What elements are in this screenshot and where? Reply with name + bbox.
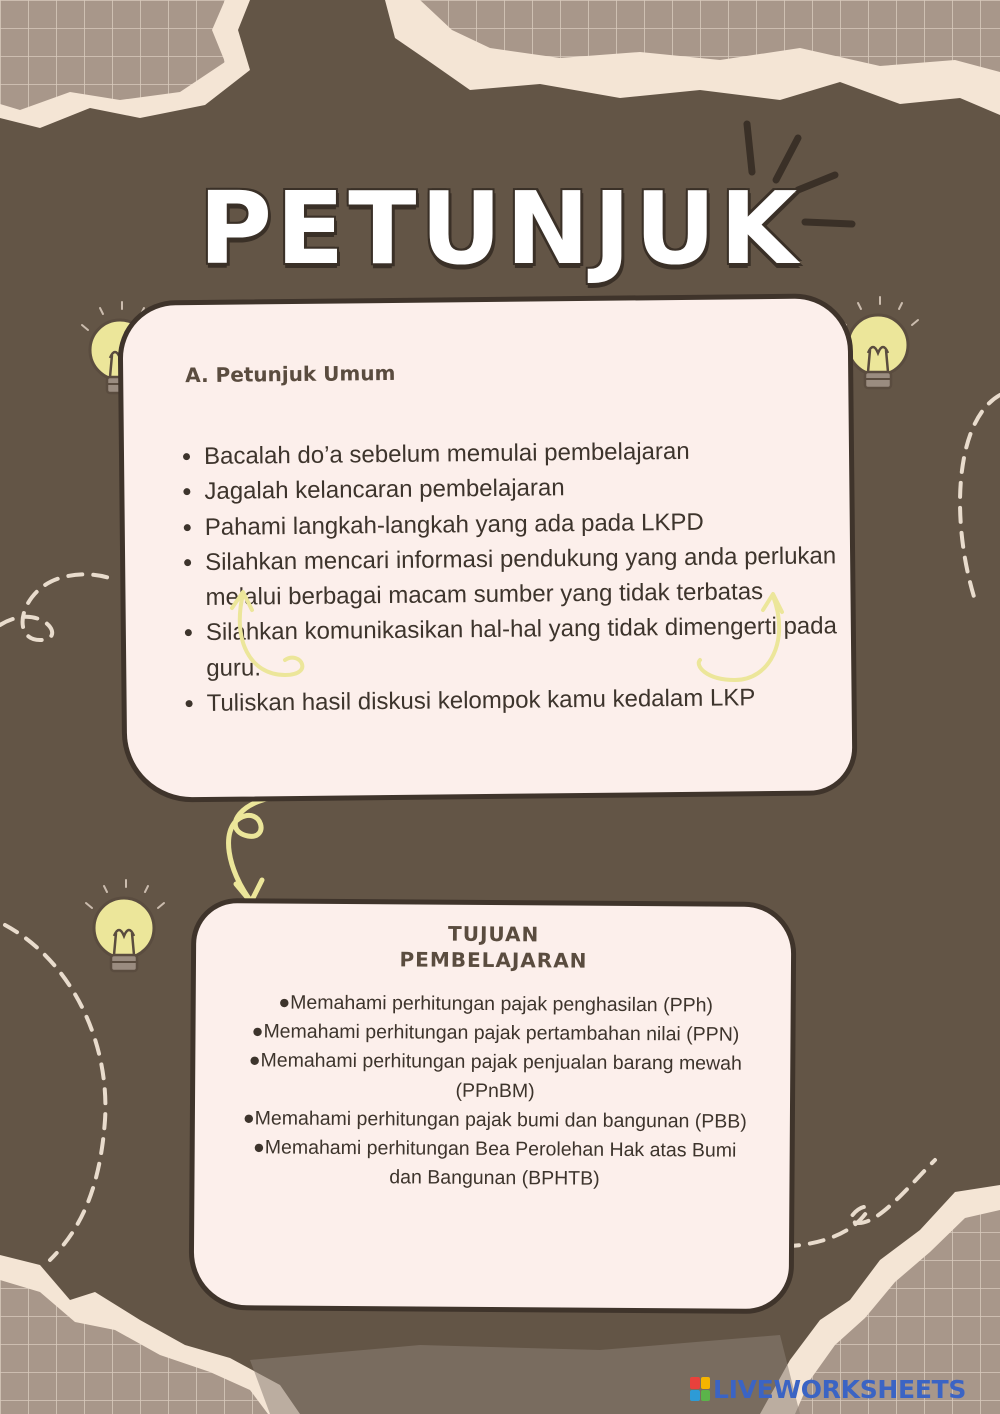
list-item: • Bacalah do’a sebelum memulai pembelajaran <box>204 432 844 474</box>
list-item: ●Memahami perhitungan pajak penghasilan (PPh) <box>278 991 714 1017</box>
learning-objectives-heading <box>196 919 791 975</box>
list-item: ●Memahami perhitungan pajak pertambahan nilai (PPN) <box>251 1020 740 1046</box>
curly-arrow-icon <box>229 796 290 902</box>
dashed-curve-left-loop <box>0 574 115 640</box>
dashed-curve-right <box>960 395 1000 600</box>
liveworksheets-logo-icon <box>690 1377 710 1401</box>
page-title: PETUNJUK <box>198 170 802 287</box>
list-item: ●Memahami perhitungan pajak penjualan barang mewah (PPnBM) <box>248 1049 742 1103</box>
lightbulb-icon-left-bottom <box>86 880 164 971</box>
torn-paper-top-left <box>0 0 250 128</box>
general-instructions-heading: A. Petunjuk Umum <box>185 360 396 388</box>
learning-objectives-card <box>189 898 797 1314</box>
list-item: ●Memahami perhitungan Bea Perolehan Hak atas Bumi dan Bangunan (BPHTB) <box>252 1136 737 1190</box>
list-item: • Pahami langkah-langkah yang ada pada LKPD <box>205 503 845 545</box>
list-item: • Silahkan komunikasikan hal-hal yang tidak dimengerti pada guru. <box>206 609 847 686</box>
list-item: • Jagalah kelancaran pembelajaran <box>204 468 844 510</box>
objectives-heading-line1: TUJUAN <box>448 921 540 947</box>
general-instructions-card <box>117 293 857 803</box>
dashed-curve-bottom-left <box>5 925 105 1260</box>
list-item: • Tuliskan hasil diskusi kelompok kamu kedalam LKP <box>206 679 846 721</box>
list-item: • Silahkan mencari informasi pendukung yang anda perlukan melalui berbagai macam sumber yang tidak terbatas <box>205 538 846 615</box>
objectives-heading-line2: PEMBELAJARAN <box>399 947 588 973</box>
general-instructions-list <box>176 432 847 721</box>
liveworksheets-watermark <box>690 1374 966 1404</box>
torn-paper-top-right <box>385 0 1000 115</box>
learning-objectives-list <box>234 988 755 1195</box>
list-item: ●Memahami perhitungan pajak bumi dan bangunan (PBB) <box>242 1107 747 1133</box>
watermark-text: LIVEWORKSHEETS <box>713 1374 967 1404</box>
